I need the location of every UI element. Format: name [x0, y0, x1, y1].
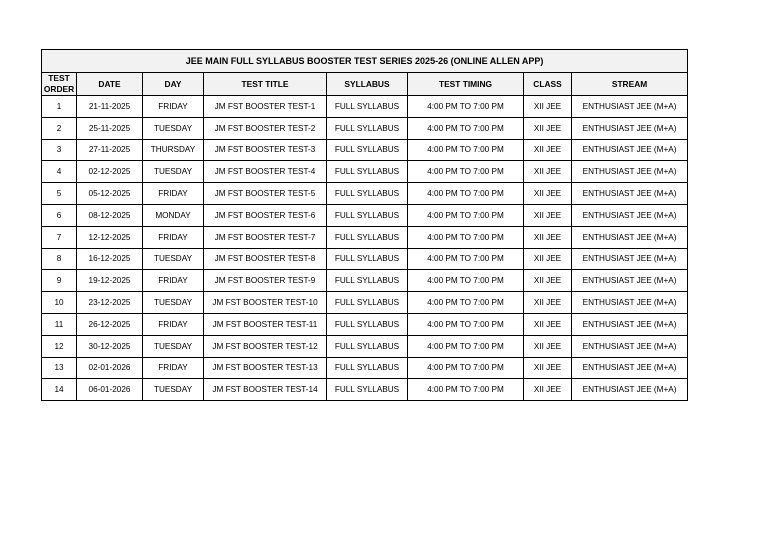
syllabus-cell: FULL SYLLABUS	[327, 161, 408, 183]
test-order-cell: 5	[42, 183, 77, 205]
stream-cell: ENTHUSIAST JEE (M+A)	[572, 204, 688, 226]
test-title-cell: JM FST BOOSTER TEST-6	[204, 204, 327, 226]
syllabus-cell: FULL SYLLABUS	[327, 204, 408, 226]
column-header-stream: STREAM	[572, 73, 688, 96]
test-title-cell: JM FST BOOSTER TEST-5	[204, 183, 327, 205]
date-cell: 16-12-2025	[77, 248, 143, 270]
date-cell: 27-11-2025	[77, 139, 143, 161]
test-timing-cell: 4:00 PM TO 7:00 PM	[408, 292, 524, 314]
test-title-cell: JM FST BOOSTER TEST-2	[204, 117, 327, 139]
date-cell: 23-12-2025	[77, 292, 143, 314]
test-title-cell: JM FST BOOSTER TEST-14	[204, 379, 327, 401]
stream-cell: ENTHUSIAST JEE (M+A)	[572, 248, 688, 270]
class-cell: XII JEE	[524, 357, 572, 379]
stream-cell: ENTHUSIAST JEE (M+A)	[572, 270, 688, 292]
class-cell: XII JEE	[524, 313, 572, 335]
syllabus-cell: FULL SYLLABUS	[327, 248, 408, 270]
day-cell: FRIDAY	[143, 357, 204, 379]
day-cell: TUESDAY	[143, 379, 204, 401]
test-order-cell: 12	[42, 335, 77, 357]
test-order-cell: 8	[42, 248, 77, 270]
test-title-cell: JM FST BOOSTER TEST-10	[204, 292, 327, 314]
class-cell: XII JEE	[524, 161, 572, 183]
class-cell: XII JEE	[524, 270, 572, 292]
test-order-cell: 9	[42, 270, 77, 292]
class-cell: XII JEE	[524, 117, 572, 139]
day-cell: FRIDAY	[143, 270, 204, 292]
day-cell: TUESDAY	[143, 335, 204, 357]
syllabus-cell: FULL SYLLABUS	[327, 139, 408, 161]
stream-cell: ENTHUSIAST JEE (M+A)	[572, 139, 688, 161]
test-order-cell: 10	[42, 292, 77, 314]
class-cell: XII JEE	[524, 379, 572, 401]
table-title: JEE MAIN FULL SYLLABUS BOOSTER TEST SERIES 2025-26 (ONLINE ALLEN APP)	[42, 50, 688, 73]
test-title-cell: JM FST BOOSTER TEST-4	[204, 161, 327, 183]
date-cell: 02-12-2025	[77, 161, 143, 183]
stream-cell: ENTHUSIAST JEE (M+A)	[572, 117, 688, 139]
stream-cell: ENTHUSIAST JEE (M+A)	[572, 357, 688, 379]
stream-cell: ENTHUSIAST JEE (M+A)	[572, 161, 688, 183]
test-timing-cell: 4:00 PM TO 7:00 PM	[408, 161, 524, 183]
test-order-cell: 14	[42, 379, 77, 401]
test-title-cell: JM FST BOOSTER TEST-3	[204, 139, 327, 161]
syllabus-cell: FULL SYLLABUS	[327, 96, 408, 118]
table-row	[42, 139, 688, 161]
date-cell: 26-12-2025	[77, 313, 143, 335]
test-timing-cell: 4:00 PM TO 7:00 PM	[408, 183, 524, 205]
test-title-cell: JM FST BOOSTER TEST-12	[204, 335, 327, 357]
test-title-cell: JM FST BOOSTER TEST-9	[204, 270, 327, 292]
test-order-cell: 13	[42, 357, 77, 379]
test-timing-cell: 4:00 PM TO 7:00 PM	[408, 117, 524, 139]
test-order-cell: 11	[42, 313, 77, 335]
syllabus-cell: FULL SYLLABUS	[327, 270, 408, 292]
table-row	[42, 226, 688, 248]
test-order-cell: 4	[42, 161, 77, 183]
date-cell: 21-11-2025	[77, 96, 143, 118]
stream-cell: ENTHUSIAST JEE (M+A)	[572, 183, 688, 205]
test-timing-cell: 4:00 PM TO 7:00 PM	[408, 379, 524, 401]
test-order-cell: 3	[42, 139, 77, 161]
day-cell: TUESDAY	[143, 292, 204, 314]
test-timing-cell: 4:00 PM TO 7:00 PM	[408, 313, 524, 335]
day-cell: TUESDAY	[143, 161, 204, 183]
day-cell: FRIDAY	[143, 313, 204, 335]
header-row	[42, 73, 688, 96]
stream-cell: ENTHUSIAST JEE (M+A)	[572, 96, 688, 118]
table-row	[42, 96, 688, 118]
date-cell: 02-01-2026	[77, 357, 143, 379]
stream-cell: ENTHUSIAST JEE (M+A)	[572, 335, 688, 357]
class-cell: XII JEE	[524, 204, 572, 226]
class-cell: XII JEE	[524, 292, 572, 314]
date-cell: 08-12-2025	[77, 204, 143, 226]
table-row	[42, 117, 688, 139]
date-cell: 30-12-2025	[77, 335, 143, 357]
test-schedule-table	[41, 49, 688, 401]
test-title-cell: JM FST BOOSTER TEST-1	[204, 96, 327, 118]
table-row	[42, 313, 688, 335]
column-header-date: DATE	[77, 73, 143, 96]
day-cell: MONDAY	[143, 204, 204, 226]
test-order-cell: 2	[42, 117, 77, 139]
table-row	[42, 204, 688, 226]
table-row	[42, 357, 688, 379]
day-cell: FRIDAY	[143, 183, 204, 205]
date-cell: 25-11-2025	[77, 117, 143, 139]
stream-cell: ENTHUSIAST JEE (M+A)	[572, 379, 688, 401]
syllabus-cell: FULL SYLLABUS	[327, 335, 408, 357]
table-row	[42, 161, 688, 183]
test-order-cell: 1	[42, 96, 77, 118]
date-cell: 06-01-2026	[77, 379, 143, 401]
day-cell: FRIDAY	[143, 226, 204, 248]
syllabus-cell: FULL SYLLABUS	[327, 313, 408, 335]
test-timing-cell: 4:00 PM TO 7:00 PM	[408, 357, 524, 379]
test-timing-cell: 4:00 PM TO 7:00 PM	[408, 96, 524, 118]
class-cell: XII JEE	[524, 96, 572, 118]
stream-cell: ENTHUSIAST JEE (M+A)	[572, 313, 688, 335]
column-header-day: DAY	[143, 73, 204, 96]
table-row	[42, 248, 688, 270]
class-cell: XII JEE	[524, 139, 572, 161]
table-row	[42, 183, 688, 205]
class-cell: XII JEE	[524, 226, 572, 248]
table-row	[42, 292, 688, 314]
table-row	[42, 335, 688, 357]
day-cell: TUESDAY	[143, 117, 204, 139]
stream-cell: ENTHUSIAST JEE (M+A)	[572, 292, 688, 314]
table-row	[42, 270, 688, 292]
test-order-cell: 7	[42, 226, 77, 248]
column-header-test-order: TEST ORDER	[42, 73, 77, 96]
column-header-test-timing: TEST TIMING	[408, 73, 524, 96]
stream-cell: ENTHUSIAST JEE (M+A)	[572, 226, 688, 248]
syllabus-cell: FULL SYLLABUS	[327, 183, 408, 205]
test-timing-cell: 4:00 PM TO 7:00 PM	[408, 335, 524, 357]
column-header-test-title: TEST TITLE	[204, 73, 327, 96]
day-cell: THURSDAY	[143, 139, 204, 161]
day-cell: FRIDAY	[143, 96, 204, 118]
test-timing-cell: 4:00 PM TO 7:00 PM	[408, 270, 524, 292]
date-cell: 19-12-2025	[77, 270, 143, 292]
test-timing-cell: 4:00 PM TO 7:00 PM	[408, 226, 524, 248]
syllabus-cell: FULL SYLLABUS	[327, 379, 408, 401]
test-timing-cell: 4:00 PM TO 7:00 PM	[408, 204, 524, 226]
test-title-cell: JM FST BOOSTER TEST-11	[204, 313, 327, 335]
class-cell: XII JEE	[524, 335, 572, 357]
column-header-syllabus: SYLLABUS	[327, 73, 408, 96]
test-order-cell: 6	[42, 204, 77, 226]
date-cell: 05-12-2025	[77, 183, 143, 205]
syllabus-cell: FULL SYLLABUS	[327, 292, 408, 314]
date-cell: 12-12-2025	[77, 226, 143, 248]
class-cell: XII JEE	[524, 183, 572, 205]
syllabus-cell: FULL SYLLABUS	[327, 226, 408, 248]
test-timing-cell: 4:00 PM TO 7:00 PM	[408, 248, 524, 270]
column-header-class: CLASS	[524, 73, 572, 96]
class-cell: XII JEE	[524, 248, 572, 270]
syllabus-cell: FULL SYLLABUS	[327, 357, 408, 379]
table-row	[42, 379, 688, 401]
syllabus-cell: FULL SYLLABUS	[327, 117, 408, 139]
test-title-cell: JM FST BOOSTER TEST-13	[204, 357, 327, 379]
test-title-cell: JM FST BOOSTER TEST-7	[204, 226, 327, 248]
test-timing-cell: 4:00 PM TO 7:00 PM	[408, 139, 524, 161]
day-cell: TUESDAY	[143, 248, 204, 270]
test-title-cell: JM FST BOOSTER TEST-8	[204, 248, 327, 270]
